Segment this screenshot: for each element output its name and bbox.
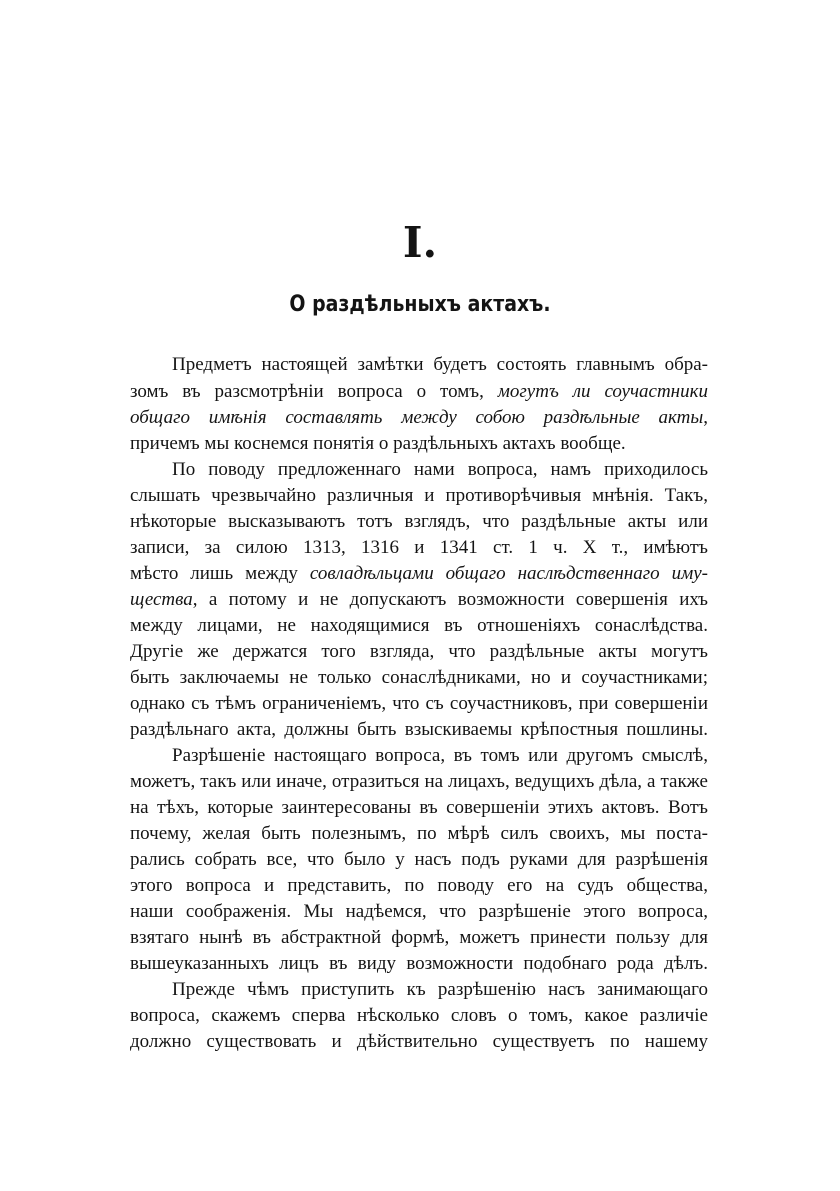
text-line: этого вопроса и представить, по поводу его на судъ общества,: [130, 875, 708, 896]
text-line: между лицами, не находящимися въ отношеніяхъ сонаслѣдства.: [130, 615, 708, 636]
text-line: рались собрать все, что было у насъ подъ руками для разрѣшенія: [130, 849, 708, 870]
text-line: слышать чрезвычайно различныя и противорѣчивыя мнѣнія. Такъ,: [130, 485, 708, 506]
text-line: мѣсто лишь между совладѣльцами общаго наслѣдственнаго иму-: [130, 563, 708, 584]
text-line: почему, желая быть полезнымъ, по мѣрѣ силъ своихъ, мы поста-: [130, 823, 708, 844]
text-line: быть заключаемы не только сонаслѣдниками, но и соучастниками;: [130, 667, 708, 688]
text-line: щества, а потому и не допускаютъ возможности совершенія ихъ: [130, 589, 708, 610]
text-line: вопроса, скажемъ сперва нѣсколько словъ о томъ, какое различіе: [130, 1005, 708, 1026]
text-line: однако съ тѣмъ ограниченіемъ, что съ соучастниковъ, при совершеніи: [130, 693, 708, 714]
text-line: причемъ мы коснемся понятія о раздѣльныхъ актахъ вообще.: [130, 433, 626, 454]
text-line: Разрѣшеніе настоящаго вопроса, въ томъ или другомъ смыслѣ,: [172, 745, 708, 766]
chapter-title: О раздѣльныхъ актахъ.: [289, 292, 551, 317]
text-line: Прежде чѣмъ приступить къ разрѣшенію насъ занимающаго: [172, 979, 708, 1000]
text-line: записи, за силою 1313, 1316 и 1341 ст. 1 ч. X т., имѣютъ: [130, 537, 708, 558]
text-line: Предметъ настоящей замѣтки будетъ состоять главнымъ обра-: [172, 354, 708, 375]
text-line: зомъ въ разсмотрѣніи вопроса о томъ, могутъ ли соучастники: [130, 381, 708, 402]
text-line: должно существовать и дѣйствительно существуетъ по нашему: [130, 1031, 708, 1052]
text-line: общаго имѣнія составлять между собою раздѣльные акты,: [130, 407, 708, 428]
text-line: По поводу предложеннаго нами вопроса, намъ приходилось: [172, 459, 708, 480]
text-line: нѣкоторые высказываютъ тотъ взглядъ, что раздѣльные акты или: [130, 511, 708, 532]
chapter-number: I.: [402, 218, 438, 267]
text-line: вышеуказанныхъ лицъ въ виду возможности подобнаго рода дѣлъ.: [130, 953, 708, 974]
text-line: Другіе же держатся того взгляда, что раздѣльные акты могутъ: [130, 641, 708, 662]
text-line: наши соображенія. Мы надѣемся, что разрѣшеніе этого вопроса,: [130, 901, 708, 922]
text-line: раздѣльнаго акта, должны быть взыскиваемы крѣпостныя пошлины.: [130, 719, 708, 740]
text-line: взятаго нынѣ въ абстрактной формѣ, можетъ принести пользу для: [130, 927, 708, 948]
text-line: можетъ, такъ или иначе, отразиться на лицахъ, ведущихъ дѣла, а также: [130, 771, 708, 792]
text-line: на тѣхъ, которые заинтересованы въ совершеніи этихъ актовъ. Вотъ: [130, 797, 708, 818]
